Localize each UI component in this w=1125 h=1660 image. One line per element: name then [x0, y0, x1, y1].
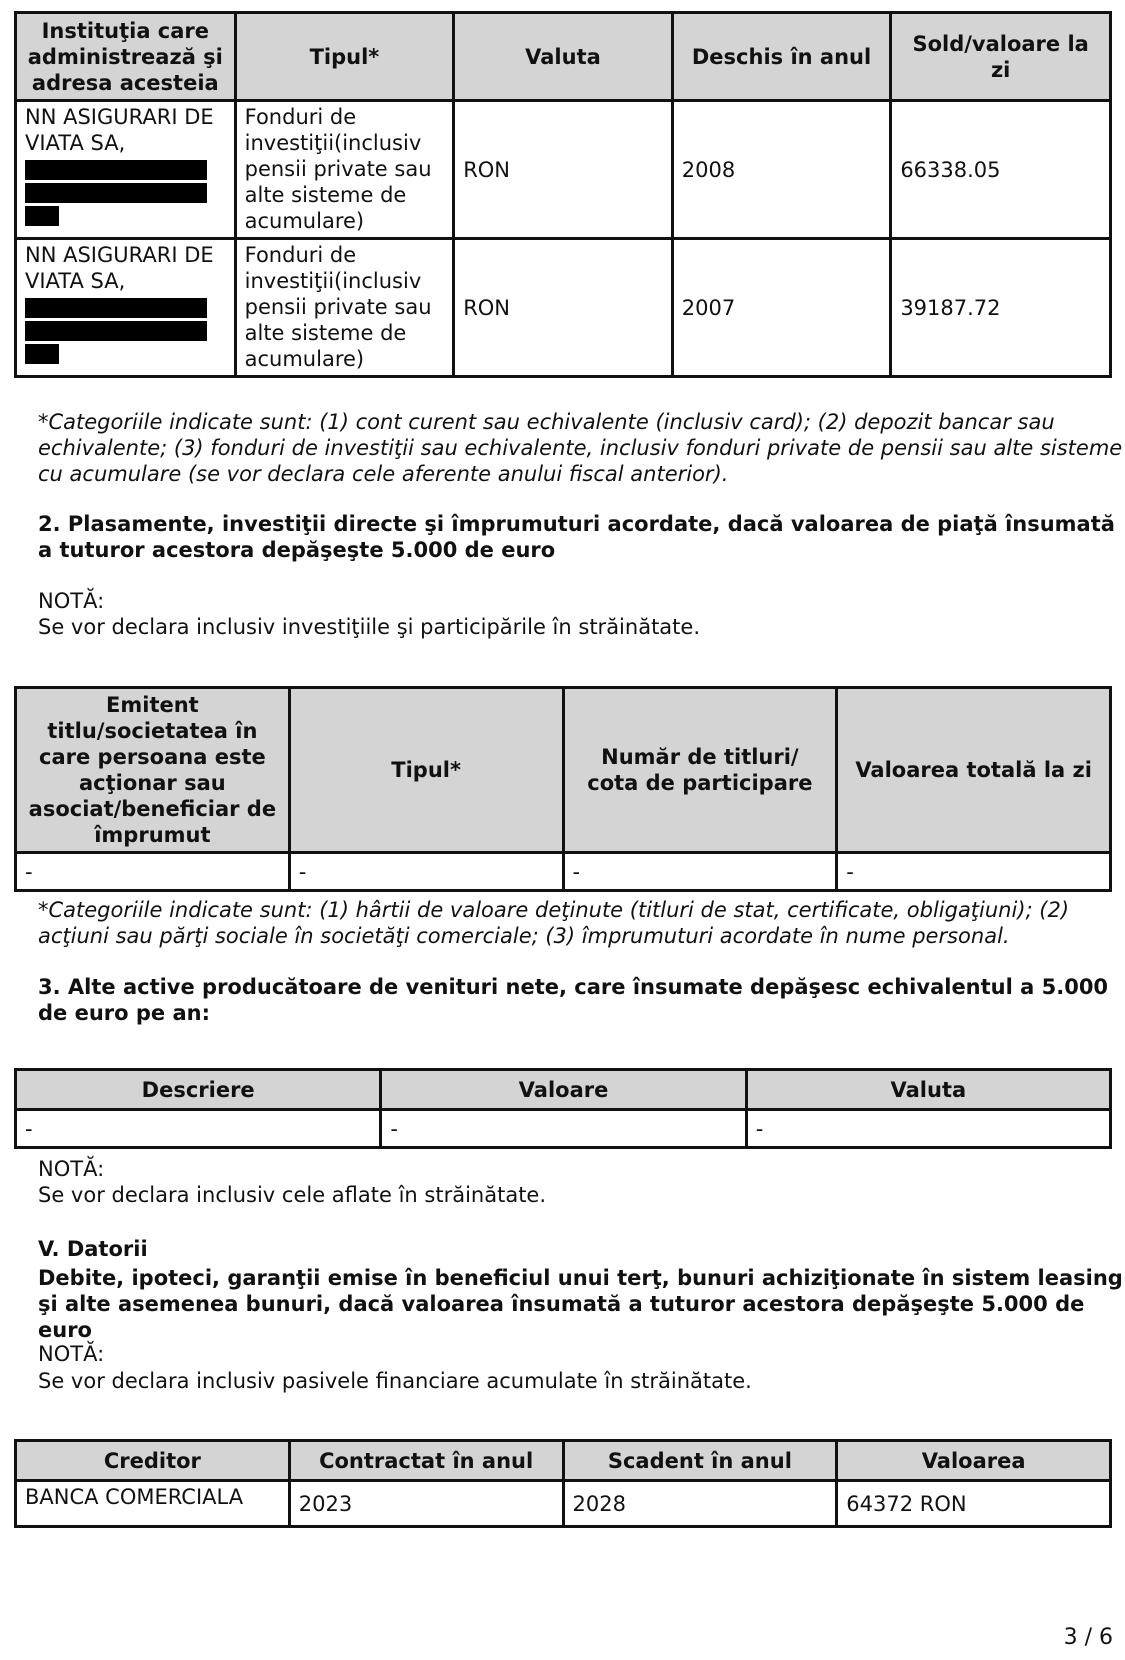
column-header-total-value: Valoarea totală la zi	[837, 688, 1111, 853]
redaction-bar	[25, 160, 207, 180]
value-cell: 66338.05	[891, 101, 1111, 239]
redaction-bar	[25, 344, 59, 364]
accounts-table	[14, 11, 1112, 378]
due-year-cell: 2028	[563, 1481, 837, 1527]
table-row	[16, 239, 1111, 377]
redaction-bar	[25, 183, 207, 203]
table-row	[16, 1481, 1111, 1527]
column-header-type: Tipul*	[235, 13, 454, 101]
column-header-description: Descriere	[16, 1070, 381, 1110]
column-header-creditor: Creditor	[16, 1441, 290, 1481]
institution-cell	[16, 101, 236, 239]
column-header-currency: Valuta	[746, 1070, 1110, 1110]
section-2-heading: 2. Plasamente, investiţii directe şi împrumuturi acordate, dacă valoarea de piaţă însumată a tuturor acestora depăşeşte 5.000 de euro	[38, 512, 1115, 562]
note-label: NOTĂ:	[38, 1342, 105, 1366]
table-header-row	[16, 1441, 1111, 1481]
value-cell: 39187.72	[891, 239, 1111, 377]
column-header-issuer: Emitent titlu/societatea în care persoana este acţionar sau asociat/beneficiar de împrumut	[16, 688, 290, 853]
institution-cell	[16, 239, 236, 377]
note-text: Se vor declara inclusiv pasivele financiare acumulate în străinătate.	[38, 1369, 752, 1393]
creditor-cell: BANCA COMERCIALA	[16, 1481, 290, 1527]
type-cell: Fonduri de investiţii(inclusiv pensii private sau alte sisteme de acumulare)	[235, 239, 454, 377]
institution-name: NN ASIGURARI DE VIATA SA,	[25, 243, 214, 293]
currency-cell: RON	[454, 239, 673, 377]
amount-cell: 64372 RON	[837, 1481, 1111, 1527]
table-cell: -	[837, 853, 1111, 891]
column-header-opened-year: Deschis în anul	[672, 13, 891, 101]
column-header-currency: Valuta	[454, 13, 673, 101]
table-cell: -	[381, 1110, 746, 1148]
column-header-share-count: Număr de titluri/ cota de participare	[563, 688, 837, 853]
column-header-amount: Valoarea	[837, 1441, 1111, 1481]
redaction-bar	[25, 321, 207, 341]
column-header-type: Tipul*	[289, 688, 563, 853]
debts-table	[14, 1439, 1112, 1528]
table-cell: -	[746, 1110, 1110, 1148]
table-cell: -	[16, 1110, 381, 1148]
column-header-institution: Instituţia care administrează şi adresa acesteia	[16, 13, 236, 101]
table-header-row	[16, 1070, 1111, 1110]
note-label: NOTĂ:	[38, 1157, 105, 1181]
section-3-heading: 3. Alte active producătoare de venituri nete, care însumate depăşesc echivalentul a 5.000 de euro pe an:	[38, 975, 1109, 1025]
section-5-subheading: Debite, ipoteci, garanţii emise în beneficiul unui terţ, bunuri achiziţionate în sistem leasing şi alte asemenea bunuri, dacă valoarea însumată a tuturor acestora depăşeşte 5.000 de euro	[38, 1266, 1123, 1342]
currency-cell: RON	[454, 101, 673, 239]
categories-footnote: *Categoriile indicate sunt: (1) hârtii de valoare deţinute (titluri de stat, certificate, obligaţiuni); (2) acţiuni sau părţi sociale în societăţi comerciale; (3) împrumuturi acordate în nume personal.	[38, 898, 1070, 948]
column-header-due-year: Scadent în anul	[563, 1441, 837, 1481]
note-text: Se vor declara inclusiv cele aflate în străinătate.	[38, 1183, 547, 1207]
table-cell: -	[16, 853, 290, 891]
table-row	[16, 853, 1111, 891]
categories-footnote: *Categoriile indicate sunt: (1) cont curent sau echivalente (inclusiv card); (2) depozit bancar sau echivalente; (3) fonduri de investiţii sau echivalente, inclusiv fonduri private de pensii sau alte sisteme cu acumulare (se vor declara cele aferente anului fiscal anterior).	[38, 410, 1123, 486]
year-cell: 2008	[672, 101, 891, 239]
placements-table	[14, 686, 1112, 892]
table-cell: -	[563, 853, 837, 891]
other-assets-table	[14, 1068, 1112, 1149]
contracted-year-cell: 2023	[289, 1481, 563, 1527]
type-cell: Fonduri de investiţii(inclusiv pensii private sau alte sisteme de acumulare)	[235, 101, 454, 239]
column-header-balance: Sold/valoare la zi	[891, 13, 1111, 101]
column-header-value: Valoare	[381, 1070, 746, 1110]
year-cell: 2007	[672, 239, 891, 377]
column-header-contracted-year: Contractat în anul	[289, 1441, 563, 1481]
note-text: Se vor declara inclusiv investiţiile şi participările în străinătate.	[38, 615, 701, 639]
table-header-row	[16, 688, 1111, 853]
table-header-row	[16, 13, 1111, 101]
redaction-bar	[25, 298, 207, 318]
section-5-heading: V. Datorii	[38, 1237, 148, 1261]
note-label: NOTĂ:	[38, 589, 105, 613]
redaction-bar	[25, 206, 59, 226]
page-number: 3 / 6	[1063, 1625, 1113, 1650]
institution-name: NN ASIGURARI DE VIATA SA,	[25, 105, 214, 155]
table-row	[16, 101, 1111, 239]
table-row	[16, 1110, 1111, 1148]
table-cell: -	[289, 853, 563, 891]
